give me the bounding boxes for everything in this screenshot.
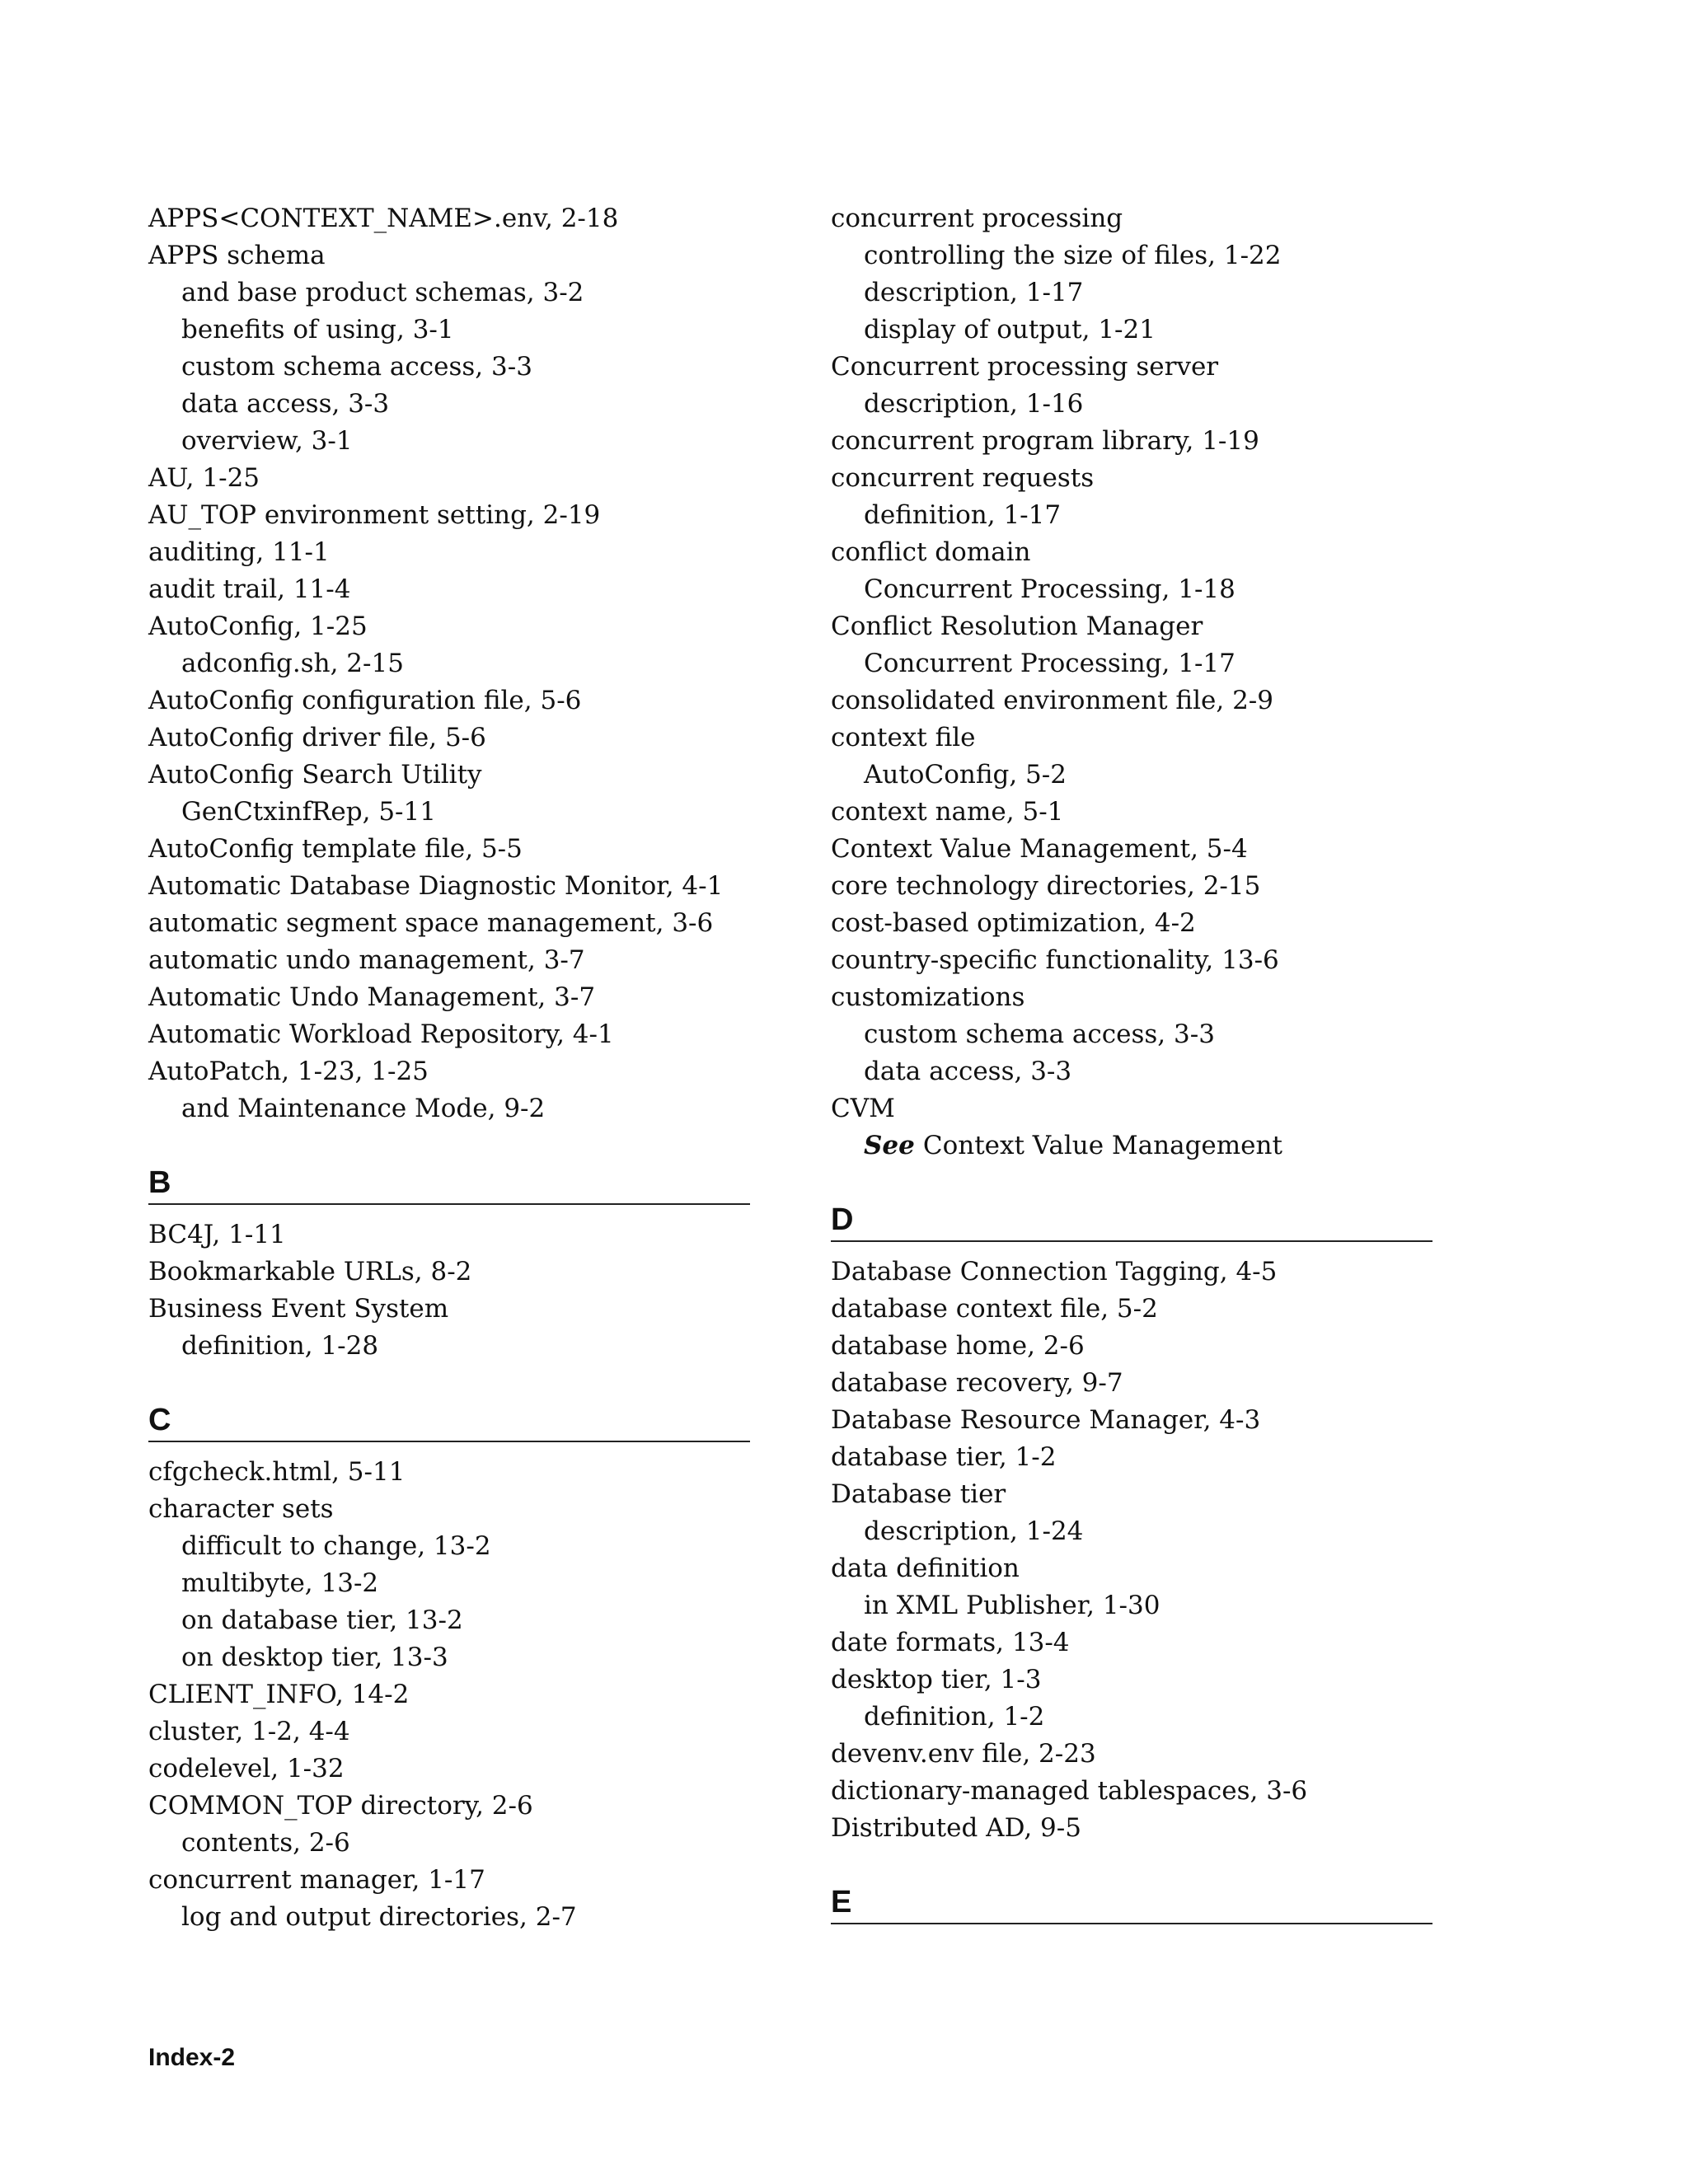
index-entry: Conflict Resolution Manager — [831, 612, 1203, 641]
index-entry: COMMON_TOP directory, 2-6 — [148, 1791, 533, 1821]
index-subentry: on desktop tier, 13-3 — [181, 1643, 448, 1672]
index-entry: AU, 1-25 — [148, 463, 260, 493]
page-footer: Index-2 — [148, 2044, 236, 2071]
index-entry: automatic undo management, 3-7 — [148, 945, 585, 975]
index-entry: Context Value Management, 5-4 — [831, 834, 1248, 864]
index-subentry: multibyte, 13-2 — [181, 1568, 379, 1598]
index-entry: cost-based optimization, 4-2 — [831, 908, 1196, 938]
index-entry: automatic segment space management, 3-6 — [148, 908, 714, 938]
index-entry: APPS<CONTEXT_NAME>.env, 2-18 — [148, 204, 619, 233]
index-subentry: adconfig.sh, 2-15 — [181, 649, 404, 678]
index-letter-heading: E — [831, 1886, 1432, 1924]
index-entry: AutoConfig Search Utility — [148, 760, 482, 790]
index-entry: AutoConfig, 1-25 — [148, 612, 368, 641]
index-entry: audit trail, 11-4 — [148, 574, 351, 604]
index-entry: Automatic Workload Repository, 4-1 — [148, 1019, 614, 1049]
index-subentry: definition, 1-2 — [864, 1702, 1045, 1732]
index-entry: context file — [831, 723, 976, 752]
index-entry: consolidated environment file, 2-9 — [831, 686, 1273, 715]
index-entry: date formats, 13-4 — [831, 1628, 1070, 1657]
index-entry: cfgcheck.html, 5-11 — [148, 1457, 406, 1487]
index-subentry: custom schema access, 3-3 — [181, 352, 532, 382]
index-letter-heading: C — [148, 1404, 750, 1442]
index-subentry: AutoConfig, 5-2 — [864, 760, 1067, 790]
index-entry: BC4J, 1-11 — [148, 1220, 286, 1249]
index-column-right — [831, 200, 1432, 1936]
index-entry: AutoConfig driver file, 5-6 — [148, 723, 486, 752]
index-subentry: on database tier, 13-2 — [181, 1605, 463, 1635]
index-subentry: and Maintenance Mode, 9-2 — [181, 1094, 546, 1123]
index-see-reference — [831, 1127, 1432, 1165]
index-entry: data definition — [831, 1554, 1020, 1583]
index-entry: auditing, 11-1 — [148, 537, 330, 567]
index-entry: character sets — [148, 1494, 334, 1524]
index-subentry: definition, 1-17 — [864, 500, 1062, 530]
index-entry: customizations — [831, 982, 1025, 1012]
index-entry: conflict domain — [831, 537, 1031, 567]
index-subentry: in XML Publisher, 1-30 — [864, 1591, 1160, 1620]
index-entry: Distributed AD, 9-5 — [831, 1813, 1081, 1843]
index-entry: Database tier — [831, 1479, 1006, 1509]
index-subentry: controlling the size of files, 1-22 — [864, 241, 1282, 270]
index-subentry: Concurrent Processing, 1-18 — [864, 574, 1236, 604]
index-entry: concurrent processing — [831, 204, 1123, 233]
index-subentry: description, 1-17 — [864, 278, 1084, 307]
index-entry: AutoConfig configuration file, 5-6 — [148, 686, 582, 715]
index-letter-heading: B — [148, 1167, 750, 1205]
index-subentry: and base product schemas, 3-2 — [181, 278, 584, 307]
index-entry: concurrent requests — [831, 463, 1095, 493]
index-entry: Database Connection Tagging, 4-5 — [831, 1257, 1278, 1286]
index-entry: context name, 5-1 — [831, 797, 1064, 827]
index-subentry: Concurrent Processing, 1-17 — [864, 649, 1236, 678]
index-subentry: display of output, 1-21 — [864, 315, 1156, 344]
index-entry: Bookmarkable URLs, 8-2 — [148, 1257, 472, 1286]
index-entry: Database Resource Manager, 4-3 — [831, 1405, 1261, 1435]
index-entry: AutoConfig template file, 5-5 — [148, 834, 523, 864]
index-entry: dictionary-managed tablespaces, 3-6 — [831, 1776, 1308, 1806]
index-entry: AU_TOP environment setting, 2-19 — [148, 500, 601, 530]
see-target: Context Value Management — [922, 1131, 1282, 1160]
index-entry: core technology directories, 2-15 — [831, 871, 1261, 901]
index-entry: Business Event System — [148, 1294, 449, 1324]
index-subentry: GenCtxinfRep, 5-11 — [181, 797, 436, 827]
index-subentry: contents, 2-6 — [181, 1828, 350, 1858]
index-entry: database context file, 5-2 — [831, 1294, 1158, 1324]
index-entry: APPS schema — [148, 241, 326, 270]
index-subentry: description, 1-16 — [864, 389, 1084, 419]
index-entry: concurrent program library, 1-19 — [831, 426, 1259, 456]
index-entry: database home, 2-6 — [831, 1331, 1085, 1361]
index-entry: concurrent manager, 1-17 — [148, 1865, 485, 1895]
index-subentry: overview, 3-1 — [181, 426, 353, 456]
index-letter-heading: D — [831, 1204, 1432, 1242]
see-label: See — [864, 1131, 915, 1160]
index-column-left — [148, 200, 750, 1936]
index-entry: devenv.env file, 2-23 — [831, 1739, 1096, 1769]
index-entry: codelevel, 1-32 — [148, 1754, 345, 1783]
index-entry: database recovery, 9-7 — [831, 1368, 1123, 1398]
index-entry: cluster, 1-2, 4-4 — [148, 1717, 350, 1746]
index-entry: CLIENT_INFO, 14-2 — [148, 1680, 410, 1709]
index-subentry: description, 1-24 — [864, 1516, 1084, 1546]
index-subentry: benefits of using, 3-1 — [181, 315, 454, 344]
index-subentry: custom schema access, 3-3 — [864, 1019, 1215, 1049]
index-subentry: data access, 3-3 — [864, 1057, 1072, 1086]
index-entry: Concurrent processing server — [831, 352, 1219, 382]
index-entry: Automatic Database Diagnostic Monitor, 4-1 — [148, 871, 724, 901]
index-entry: CVM — [831, 1094, 895, 1123]
index-subentry: data access, 3-3 — [181, 389, 390, 419]
index-subentry: definition, 1-28 — [181, 1331, 379, 1361]
index-entry: desktop tier, 1-3 — [831, 1665, 1042, 1694]
index-entry: country-specific functionality, 13-6 — [831, 945, 1279, 975]
index-entry: database tier, 1-2 — [831, 1442, 1057, 1472]
index-entry: AutoPatch, 1-23, 1-25 — [148, 1057, 429, 1086]
index-subentry: log and output directories, 2-7 — [181, 1902, 577, 1932]
index-entry: Automatic Undo Management, 3-7 — [148, 982, 596, 1012]
index-subentry: difficult to change, 13-2 — [181, 1531, 491, 1561]
